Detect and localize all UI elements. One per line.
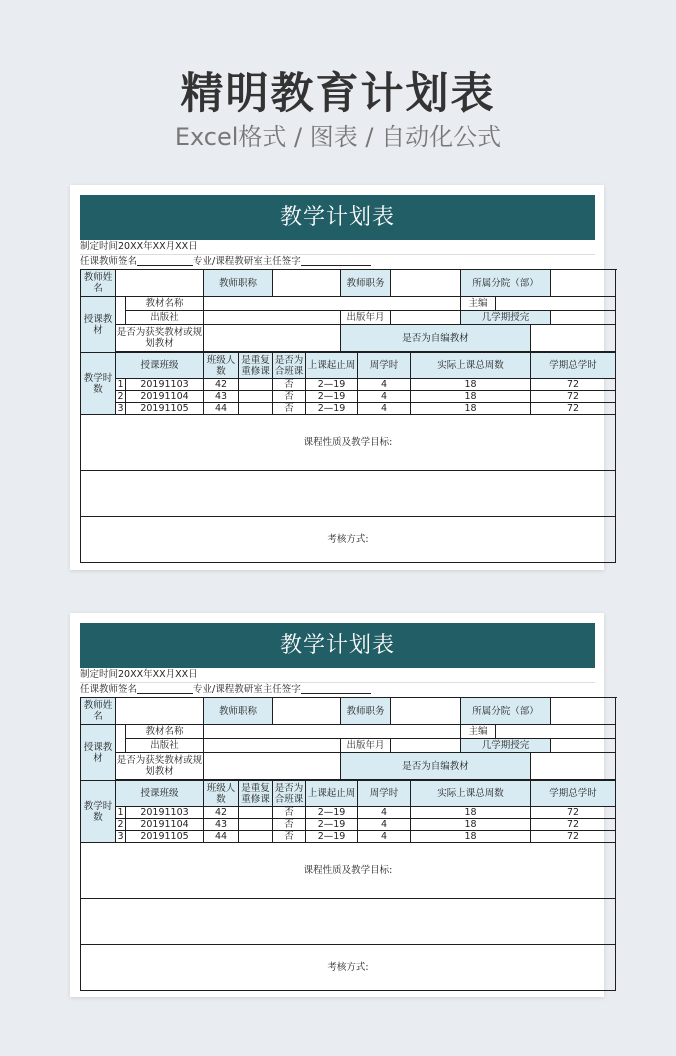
row-weekly-hours[interactable]: 4 [358,807,411,819]
table-row [81,403,616,415]
row-actual-weeks[interactable]: 18 [411,831,531,843]
table-row [81,807,616,819]
row-actual-weeks[interactable]: 18 [411,819,531,831]
textbook-name-value[interactable] [204,725,461,739]
teacher-title-value[interactable] [273,270,341,297]
header-merged: 是否为合班课 [273,781,306,807]
row-weeks[interactable]: 2—19 [306,819,358,831]
row-weeks[interactable]: 2—19 [306,403,358,415]
director-sign-blank[interactable] [301,683,371,694]
self-edit-label: 是否为自编教材 [341,325,531,352]
publisher-value[interactable] [204,311,341,325]
row-class[interactable]: 20191104 [126,391,204,403]
row-weeks[interactable]: 2—19 [306,831,358,843]
row-total-hours[interactable]: 72 [531,379,616,391]
table-row [81,819,616,831]
row-no: 3 [117,403,124,414]
plan-table [80,697,616,991]
sheet-title: 教学计划表 [80,195,595,240]
row-weeks[interactable]: 2—19 [306,391,358,403]
row-total-hours[interactable]: 72 [531,831,616,843]
exam-cell[interactable]: 考核方式: [81,517,616,563]
semesters-value[interactable] [551,311,616,325]
row-class[interactable]: 20191105 [126,403,204,415]
sheet-card-2 [70,613,604,997]
row-retake[interactable] [239,819,273,831]
hours-section-label: 教学时数 [81,781,116,843]
row-retake[interactable] [239,379,273,391]
signature-line [80,255,595,269]
date-line: 制定时间20XX年XX月XX日 [80,668,595,683]
row-count[interactable]: 44 [204,831,239,843]
editor-value[interactable] [496,725,616,739]
row-count[interactable]: 44 [204,403,239,415]
row-weekly-hours[interactable]: 4 [358,379,411,391]
header-weeks: 上课起止周 [306,353,358,379]
department-value[interactable] [551,698,616,725]
textbook-name-value[interactable] [204,297,461,311]
row-merged[interactable]: 否 [273,379,306,391]
teacher-name-value[interactable] [116,698,204,725]
row-no: 1 [117,807,124,818]
sheet-card-1 [70,185,604,570]
header-weekly-hours: 周学时 [358,353,411,379]
self-edit-value[interactable] [531,325,616,352]
award-value[interactable] [204,325,341,352]
row-merged[interactable]: 否 [273,403,306,415]
header-merged: 是否为合班课 [273,353,306,379]
textbook-section-label: 授课教材 [81,725,116,781]
publisher-label: 出版社 [126,739,204,753]
textbook-name-label: 教材名称 [126,297,204,311]
row-weekly-hours[interactable]: 4 [358,831,411,843]
teacher-duty-label: 教师职务 [341,698,391,725]
award-label: 是否为获奖教材或规划教材 [116,753,204,780]
goals-blank[interactable] [81,471,616,517]
row-actual-weeks[interactable]: 18 [411,403,531,415]
row-no: 3 [117,831,124,842]
teacher-duty-value[interactable] [391,698,461,725]
goals-cell[interactable]: 课程性质及教学目标: [81,843,616,899]
row-weekly-hours[interactable]: 4 [358,819,411,831]
row-count[interactable]: 43 [204,819,239,831]
award-value[interactable] [204,753,341,780]
self-edit-value[interactable] [531,753,616,780]
teacher-sign-label: 任课教师签名 [80,256,138,267]
teacher-duty-value[interactable] [391,270,461,297]
header-count: 班级人数 [204,353,239,379]
table-row [81,379,616,391]
sheet-copy [80,623,595,991]
date-line: 制定时间20XX年XX月XX日 [80,240,595,255]
header-retake: 是重复重修课 [239,781,273,807]
header-total-hours: 学期总学时 [531,781,616,807]
publish-date-label: 出版年月 [341,311,391,325]
semesters-label: 几学期授完 [461,311,551,325]
row-total-hours[interactable]: 72 [531,807,616,819]
row-no: 2 [117,819,124,830]
sheet-title: 教学计划表 [80,623,595,668]
director-sign-label: 专业/课程教研室主任签字 [193,684,301,695]
row-no: 1 [117,379,124,390]
goals-cell[interactable]: 课程性质及教学目标: [81,415,616,471]
row-retake[interactable] [239,391,273,403]
publish-date-label: 出版年月 [341,739,391,753]
row-count[interactable]: 43 [204,391,239,403]
self-edit-label: 是否为自编教材 [341,753,531,780]
editor-label: 主编 [461,725,496,739]
row-count[interactable]: 42 [204,807,239,819]
row-merged[interactable]: 否 [273,391,306,403]
table-row [81,391,616,403]
promo-title: 精明教育计划表 [180,69,496,119]
row-count[interactable]: 42 [204,379,239,391]
row-retake[interactable] [239,403,273,415]
teacher-title-label: 教师职称 [204,270,273,297]
publish-date-value[interactable] [391,311,461,325]
teacher-title-label: 教师职称 [204,698,273,725]
header-class: 授课班级 [116,781,204,807]
row-merged[interactable]: 否 [273,831,306,843]
row-class[interactable]: 20191103 [126,379,204,391]
row-retake[interactable] [239,807,273,819]
header-retake: 是重复重修课 [239,353,273,379]
row-retake[interactable] [239,831,273,843]
department-value[interactable] [551,270,616,297]
teacher-title-value[interactable] [273,698,341,725]
publisher-value[interactable] [204,739,341,753]
header-weeks: 上课起止周 [306,781,358,807]
director-sign-blank[interactable] [301,255,371,266]
row-merged[interactable]: 否 [273,819,306,831]
spacer-cell [116,725,126,753]
row-total-hours[interactable]: 72 [531,403,616,415]
teacher-sign-blank[interactable] [137,683,193,694]
textbook-section-label: 授课教材 [81,297,116,353]
textbook-name-label: 教材名称 [126,725,204,739]
publisher-label: 出版社 [126,311,204,325]
header-count: 班级人数 [204,781,239,807]
promo-subtitle: Excel格式 / 图表 / 自动化公式 [174,123,502,151]
plan-table [80,269,616,563]
goals-blank[interactable] [81,899,616,945]
row-actual-weeks[interactable]: 18 [411,379,531,391]
header-total-hours: 学期总学时 [531,353,616,379]
header-weekly-hours: 周学时 [358,781,411,807]
header-actual-weeks: 实际上课总周数 [411,781,531,807]
award-label: 是否为获奖教材或规划教材 [116,325,204,352]
signature-line [80,683,595,697]
row-actual-weeks[interactable]: 18 [411,391,531,403]
sheet-template [80,195,595,563]
spacer-cell [116,297,126,325]
row-class[interactable]: 20191105 [126,831,204,843]
row-total-hours[interactable]: 72 [531,391,616,403]
director-sign-label: 专业/课程教研室主任签字 [193,256,301,267]
teacher-name-label: 教师姓名 [81,698,116,725]
editor-label: 主编 [461,297,496,311]
header-class: 授课班级 [116,353,204,379]
row-weekly-hours[interactable]: 4 [358,403,411,415]
teacher-sign-label: 任课教师签名 [80,684,138,695]
header-actual-weeks: 实际上课总周数 [411,353,531,379]
row-total-hours[interactable]: 72 [531,819,616,831]
teacher-sign-blank[interactable] [137,255,193,266]
department-label: 所属分院（部） [461,270,551,297]
table-row [81,831,616,843]
exam-cell[interactable]: 考核方式: [81,945,616,991]
row-class[interactable]: 20191104 [126,819,204,831]
hours-section-label: 教学时数 [81,353,116,415]
row-no: 2 [117,391,124,402]
publish-date-value[interactable] [391,739,461,753]
teacher-duty-label: 教师职务 [341,270,391,297]
row-merged[interactable]: 否 [273,807,306,819]
department-label: 所属分院（部） [461,698,551,725]
editor-value[interactable] [496,297,616,311]
row-weeks[interactable]: 2—19 [306,807,358,819]
row-actual-weeks[interactable]: 18 [411,807,531,819]
teacher-name-value[interactable] [116,270,204,297]
row-weekly-hours[interactable]: 4 [358,391,411,403]
teacher-name-label: 教师姓名 [81,270,116,297]
row-weeks[interactable]: 2—19 [306,379,358,391]
semesters-label: 几学期授完 [461,739,551,753]
row-class[interactable]: 20191103 [126,807,204,819]
semesters-value[interactable] [551,739,616,753]
